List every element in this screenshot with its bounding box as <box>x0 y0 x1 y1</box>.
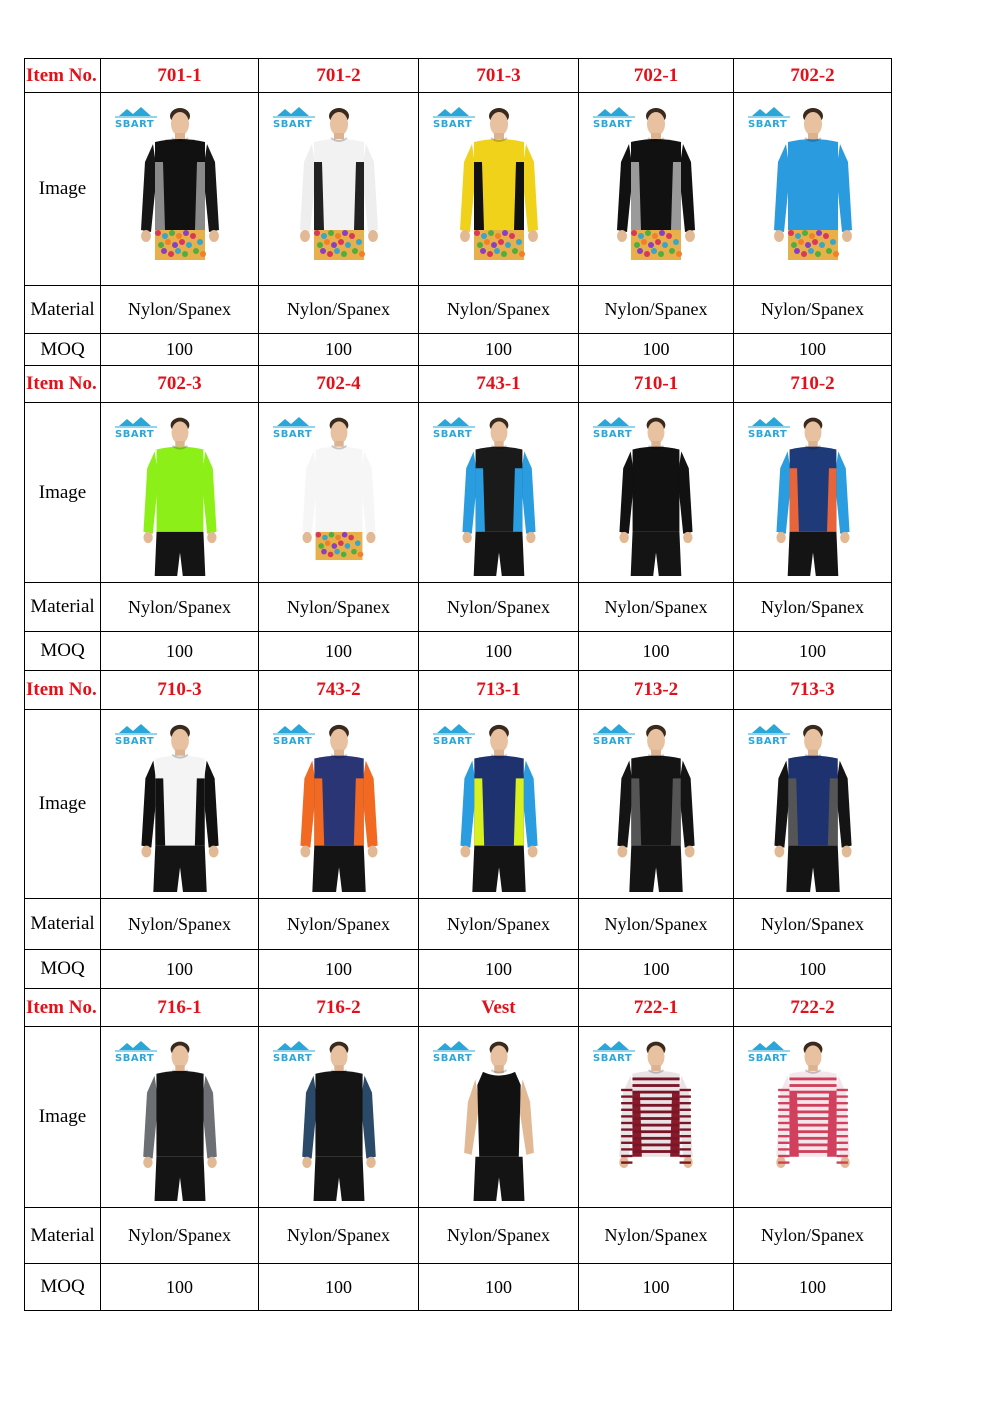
model-wearing-rash-guard <box>125 1036 235 1201</box>
model-wearing-rash-guard <box>125 719 235 892</box>
moq-cell: 100 <box>259 632 419 671</box>
material-cell: Nylon/Spanex <box>419 286 579 334</box>
material-cell: Nylon/Spanex <box>101 583 259 632</box>
block-3-material-row <box>25 899 892 950</box>
product-image <box>101 404 258 582</box>
product-image-cell <box>419 710 579 899</box>
moq-label: MOQ <box>25 950 101 989</box>
item-number-cell: 701-3 <box>419 59 579 93</box>
item-number-cell: 701-2 <box>259 59 419 93</box>
material-cell: Nylon/Spanex <box>101 1208 259 1264</box>
model-wearing-rash-guard <box>601 1036 711 1201</box>
product-image-cell <box>259 403 419 583</box>
sbart-logo-text: SBART <box>748 428 788 440</box>
material-cell: Nylon/Spanex <box>419 1208 579 1264</box>
material-cell: Nylon/Spanex <box>734 286 892 334</box>
item-number-cell: 710-1 <box>579 366 734 403</box>
product-image-cell <box>579 403 734 583</box>
product-image-cell <box>734 93 892 286</box>
material-cell: Nylon/Spanex <box>101 899 259 950</box>
material-label: Material <box>25 583 101 632</box>
block-1-image-row <box>25 93 892 286</box>
product-image <box>734 1028 891 1207</box>
sbart-logo-text: SBART <box>748 735 788 747</box>
moq-label: MOQ <box>25 632 101 671</box>
product-image-cell <box>101 93 259 286</box>
product-image-cell <box>259 93 419 286</box>
product-image <box>419 404 578 582</box>
block-1-material-row <box>25 286 892 334</box>
product-image-cell <box>419 93 579 286</box>
model-wearing-rash-guard <box>284 1036 394 1201</box>
material-cell: Nylon/Spanex <box>259 899 419 950</box>
item-number-cell: 722-2 <box>734 989 892 1027</box>
model-wearing-rash-guard <box>758 1036 868 1201</box>
product-catalog-table <box>24 58 892 1311</box>
product-image <box>259 711 418 898</box>
moq-cell: 100 <box>419 334 579 366</box>
block-4-material-row <box>25 1208 892 1264</box>
item-number-cell: 743-2 <box>259 671 419 710</box>
image-label: Image <box>25 93 101 286</box>
product-image-cell <box>101 1027 259 1208</box>
block-2-moq-row <box>25 632 892 671</box>
sbart-logo-text: SBART <box>593 1052 633 1064</box>
material-cell: Nylon/Spanex <box>579 286 734 334</box>
product-image-cell <box>734 1027 892 1208</box>
material-cell: Nylon/Spanex <box>259 286 419 334</box>
model-wearing-rash-guard <box>284 412 394 576</box>
block-2-code-row <box>25 366 892 403</box>
product-image <box>101 711 258 898</box>
image-label: Image <box>25 1027 101 1208</box>
block-3-moq-row <box>25 950 892 989</box>
item-number-cell: 743-1 <box>419 366 579 403</box>
block-2-material-row <box>25 583 892 632</box>
sbart-logo-text: SBART <box>433 428 473 440</box>
item-no-label: Item No. <box>25 989 101 1027</box>
sbart-logo-text: SBART <box>115 735 155 747</box>
moq-cell: 100 <box>734 1264 892 1311</box>
material-label: Material <box>25 1208 101 1264</box>
product-image-cell <box>579 1027 734 1208</box>
moq-cell: 100 <box>101 950 259 989</box>
model-wearing-rash-guard <box>601 719 711 892</box>
model-wearing-rash-guard <box>444 719 554 892</box>
material-cell: Nylon/Spanex <box>734 899 892 950</box>
item-number-cell: 713-2 <box>579 671 734 710</box>
block-4-image-row <box>25 1027 892 1208</box>
item-no-label: Item No. <box>25 366 101 403</box>
moq-cell: 100 <box>419 950 579 989</box>
product-image <box>734 404 891 582</box>
model-wearing-rash-guard <box>601 412 711 576</box>
material-cell: Nylon/Spanex <box>579 1208 734 1264</box>
block-1-moq-row <box>25 334 892 366</box>
item-number-cell: 702-2 <box>734 59 892 93</box>
material-cell: Nylon/Spanex <box>579 583 734 632</box>
product-image-cell <box>259 710 419 899</box>
product-image <box>419 1028 578 1207</box>
item-no-label: Item No. <box>25 671 101 710</box>
moq-cell: 100 <box>419 632 579 671</box>
material-cell: Nylon/Spanex <box>734 1208 892 1264</box>
material-label: Material <box>25 899 101 950</box>
material-cell: Nylon/Spanex <box>259 583 419 632</box>
product-image-cell <box>419 1027 579 1208</box>
sbart-logo-text: SBART <box>115 1052 155 1064</box>
moq-cell: 100 <box>101 632 259 671</box>
product-image-cell <box>734 710 892 899</box>
model-wearing-rash-guard <box>758 412 868 576</box>
block-2-image-row <box>25 403 892 583</box>
moq-cell: 100 <box>419 1264 579 1311</box>
moq-cell: 100 <box>579 1264 734 1311</box>
material-cell: Nylon/Spanex <box>579 899 734 950</box>
moq-label: MOQ <box>25 334 101 366</box>
item-number-cell: 702-3 <box>101 366 259 403</box>
product-image-cell <box>101 403 259 583</box>
model-wearing-rash-guard <box>284 719 394 892</box>
material-cell: Nylon/Spanex <box>419 899 579 950</box>
item-number-cell: 702-4 <box>259 366 419 403</box>
sbart-logo-text: SBART <box>273 1052 313 1064</box>
material-cell: Nylon/Spanex <box>734 583 892 632</box>
model-wearing-rash-guard <box>125 102 235 279</box>
moq-cell: 100 <box>579 632 734 671</box>
material-cell: Nylon/Spanex <box>101 286 259 334</box>
block-3-code-row <box>25 671 892 710</box>
sbart-logo-text: SBART <box>433 735 473 747</box>
moq-cell: 100 <box>259 950 419 989</box>
moq-cell: 100 <box>734 334 892 366</box>
model-wearing-rash-guard <box>284 102 394 279</box>
moq-cell: 100 <box>734 632 892 671</box>
product-image-cell <box>101 710 259 899</box>
product-image <box>579 1028 733 1207</box>
model-wearing-rash-guard <box>758 102 868 279</box>
sbart-logo-text: SBART <box>433 118 473 130</box>
moq-cell: 100 <box>259 1264 419 1311</box>
block-1-code-row <box>25 59 892 93</box>
product-image <box>419 94 578 285</box>
block-3-image-row <box>25 710 892 899</box>
material-label: Material <box>25 286 101 334</box>
model-wearing-rash-guard <box>444 412 554 576</box>
block-4-code-row <box>25 989 892 1027</box>
moq-cell: 100 <box>259 334 419 366</box>
product-image <box>259 94 418 285</box>
block-4-moq-row <box>25 1264 892 1311</box>
product-image <box>579 711 733 898</box>
sbart-logo-text: SBART <box>273 735 313 747</box>
product-image <box>734 94 891 285</box>
product-image <box>579 404 733 582</box>
item-number-cell: 716-1 <box>101 989 259 1027</box>
product-image <box>259 404 418 582</box>
sbart-logo-text: SBART <box>433 1052 473 1064</box>
moq-label: MOQ <box>25 1264 101 1311</box>
image-label: Image <box>25 710 101 899</box>
product-image <box>734 711 891 898</box>
product-image-cell <box>419 403 579 583</box>
item-no-label: Item No. <box>25 59 101 93</box>
sbart-logo-text: SBART <box>115 118 155 130</box>
sbart-logo-text: SBART <box>593 118 633 130</box>
item-number-cell: 713-3 <box>734 671 892 710</box>
sbart-logo-text: SBART <box>748 118 788 130</box>
item-number-cell: 713-1 <box>419 671 579 710</box>
sbart-logo-text: SBART <box>593 735 633 747</box>
sbart-logo-text: SBART <box>273 428 313 440</box>
model-wearing-rash-guard <box>758 719 868 892</box>
product-image-cell <box>259 1027 419 1208</box>
product-image-cell <box>734 403 892 583</box>
item-number-cell: 701-1 <box>101 59 259 93</box>
moq-cell: 100 <box>734 950 892 989</box>
sbart-logo-text: SBART <box>593 428 633 440</box>
model-wearing-rash-guard <box>601 102 711 279</box>
product-image <box>259 1028 418 1207</box>
item-number-cell: 710-2 <box>734 366 892 403</box>
material-cell: Nylon/Spanex <box>419 583 579 632</box>
moq-cell: 100 <box>579 950 734 989</box>
sbart-logo-text: SBART <box>748 1052 788 1064</box>
material-cell: Nylon/Spanex <box>259 1208 419 1264</box>
sbart-logo-text: SBART <box>273 118 313 130</box>
item-number-cell: Vest <box>419 989 579 1027</box>
sbart-logo-text: SBART <box>115 428 155 440</box>
moq-cell: 100 <box>101 334 259 366</box>
product-image <box>101 94 258 285</box>
item-number-cell: 722-1 <box>579 989 734 1027</box>
image-label: Image <box>25 403 101 583</box>
model-wearing-rash-guard <box>125 412 235 576</box>
product-image <box>101 1028 258 1207</box>
model-wearing-rash-guard <box>444 1036 554 1201</box>
product-image-cell <box>579 93 734 286</box>
item-number-cell: 710-3 <box>101 671 259 710</box>
product-image <box>579 94 733 285</box>
moq-cell: 100 <box>579 334 734 366</box>
model-wearing-rash-guard <box>444 102 554 279</box>
item-number-cell: 716-2 <box>259 989 419 1027</box>
item-number-cell: 702-1 <box>579 59 734 93</box>
moq-cell: 100 <box>101 1264 259 1311</box>
product-image-cell <box>579 710 734 899</box>
product-image <box>419 711 578 898</box>
